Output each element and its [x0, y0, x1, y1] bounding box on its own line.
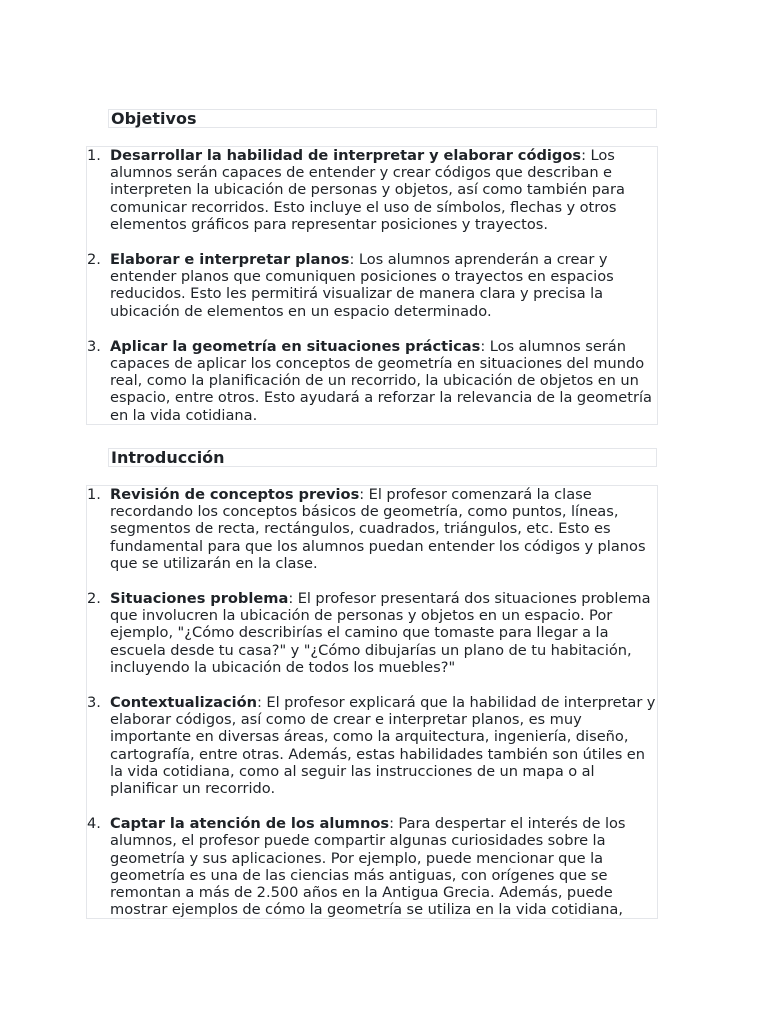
list-item-text: : Para despertar el interés de los alumnos, el profesor puede compartir algunas curiosidades sobre la geometría y sus aplicaciones. Por ejemplo, puede mencionar que la geometría es una de las ciencias más antiguas, con orígenes que se remontan a más de 2.500 años en la Antigua Grecia. Además, puede mostrar ejemplos de cómo la geometría se utiliza en la vida cotidiana,	[110, 815, 626, 919]
list-item-title: Revisión de conceptos previos	[110, 486, 360, 503]
list-item-text: : El profesor presentará dos situaciones problema que involucren la ubicación de personas y objetos en un espacio. Por ejemplo, "¿Cómo describirías el camino que tomaste para llegar a la escuela desde tu casa?" y "¿Cómo dibujarías un plano de tu habitación, incluyendo la ubicación de todos los muebles?"	[110, 590, 651, 676]
introduccion-heading-box	[108, 448, 657, 467]
list-item-number: 1.	[87, 486, 101, 503]
list-item	[87, 694, 657, 797]
list-item	[87, 590, 657, 676]
introduccion-list-box	[86, 485, 658, 919]
list-item-text: : El profesor explicará que la habilidad de interpretar y elaborar códigos, así como de crear e interpretar planos, es muy importante en diversas áreas, como la arquitectura, ingeniería, diseño, cartografía, entre otras. Además, estas habilidades también son útiles en la vida cotidiana, como al seguir las instrucciones de un mapa o al planificar un recorrido.	[110, 694, 656, 798]
list-item	[87, 486, 657, 572]
objetivos-heading-box	[108, 109, 657, 128]
list-item-number: 3.	[87, 337, 101, 355]
list-item-number: 2.	[87, 590, 101, 608]
list-item-number: 4.	[87, 815, 101, 833]
list-item-text: : Los alumnos aprenderán a crear y entender planos que comuniquen posiciones o trayectos en espacios reducidos. Esto les permitirá visualizar de manera clara y precisa la ubicación de elementos en un espacio determinado.	[110, 251, 614, 320]
introduccion-list	[87, 486, 657, 918]
list-item	[87, 338, 657, 424]
section-heading-objetivos: Objetivos	[111, 109, 197, 128]
list-item	[87, 251, 657, 320]
list-item-title: Aplicar la geometría en situaciones prácticas	[110, 337, 481, 355]
list-item-number: 1.	[87, 147, 101, 164]
list-item-title: Situaciones problema	[110, 590, 289, 608]
list-item-text: : Los alumnos serán capaces de aplicar los conceptos de geometría en situaciones del mundo real, como la planificación de un recorrido, la ubicación de objetos en un espacio, entre otros. Esto ayudará a reforzar la relevancia de la geometría en la vida cotidiana.	[110, 337, 652, 424]
list-item-title: Contextualización	[110, 694, 258, 712]
list-item	[87, 147, 657, 233]
list-item-title: Captar la atención de los alumnos	[110, 815, 390, 833]
list-item-text: : El profesor comenzará la clase recordando los conceptos básicos de geometría, como puntos, líneas, segmentos de recta, rectángulos, cuadrados, triángulos, etc. Esto es fundamental para que los alumnos puedan entender los códigos y planos que se utilizarán en la clase.	[110, 486, 646, 572]
list-item-number: 3.	[87, 694, 101, 712]
list-item-title: Desarrollar la habilidad de interpretar y elaborar códigos	[110, 147, 582, 164]
list-item-title: Elaborar e interpretar planos	[110, 251, 350, 269]
objetivos-list	[87, 147, 657, 424]
objetivos-list-box	[86, 146, 658, 425]
list-item	[87, 815, 657, 918]
list-item-text: : Los alumnos serán capaces de entender y crear códigos que describan e interpreten la ubicación de personas y objetos, así como también para comunicar recorridos. Esto incluye el uso de símbolos, flechas y otros elementos gráficos para representar posiciones y trayectos.	[110, 147, 625, 233]
section-heading-introduccion: Introducción	[111, 448, 225, 467]
list-item-number: 2.	[87, 251, 101, 269]
